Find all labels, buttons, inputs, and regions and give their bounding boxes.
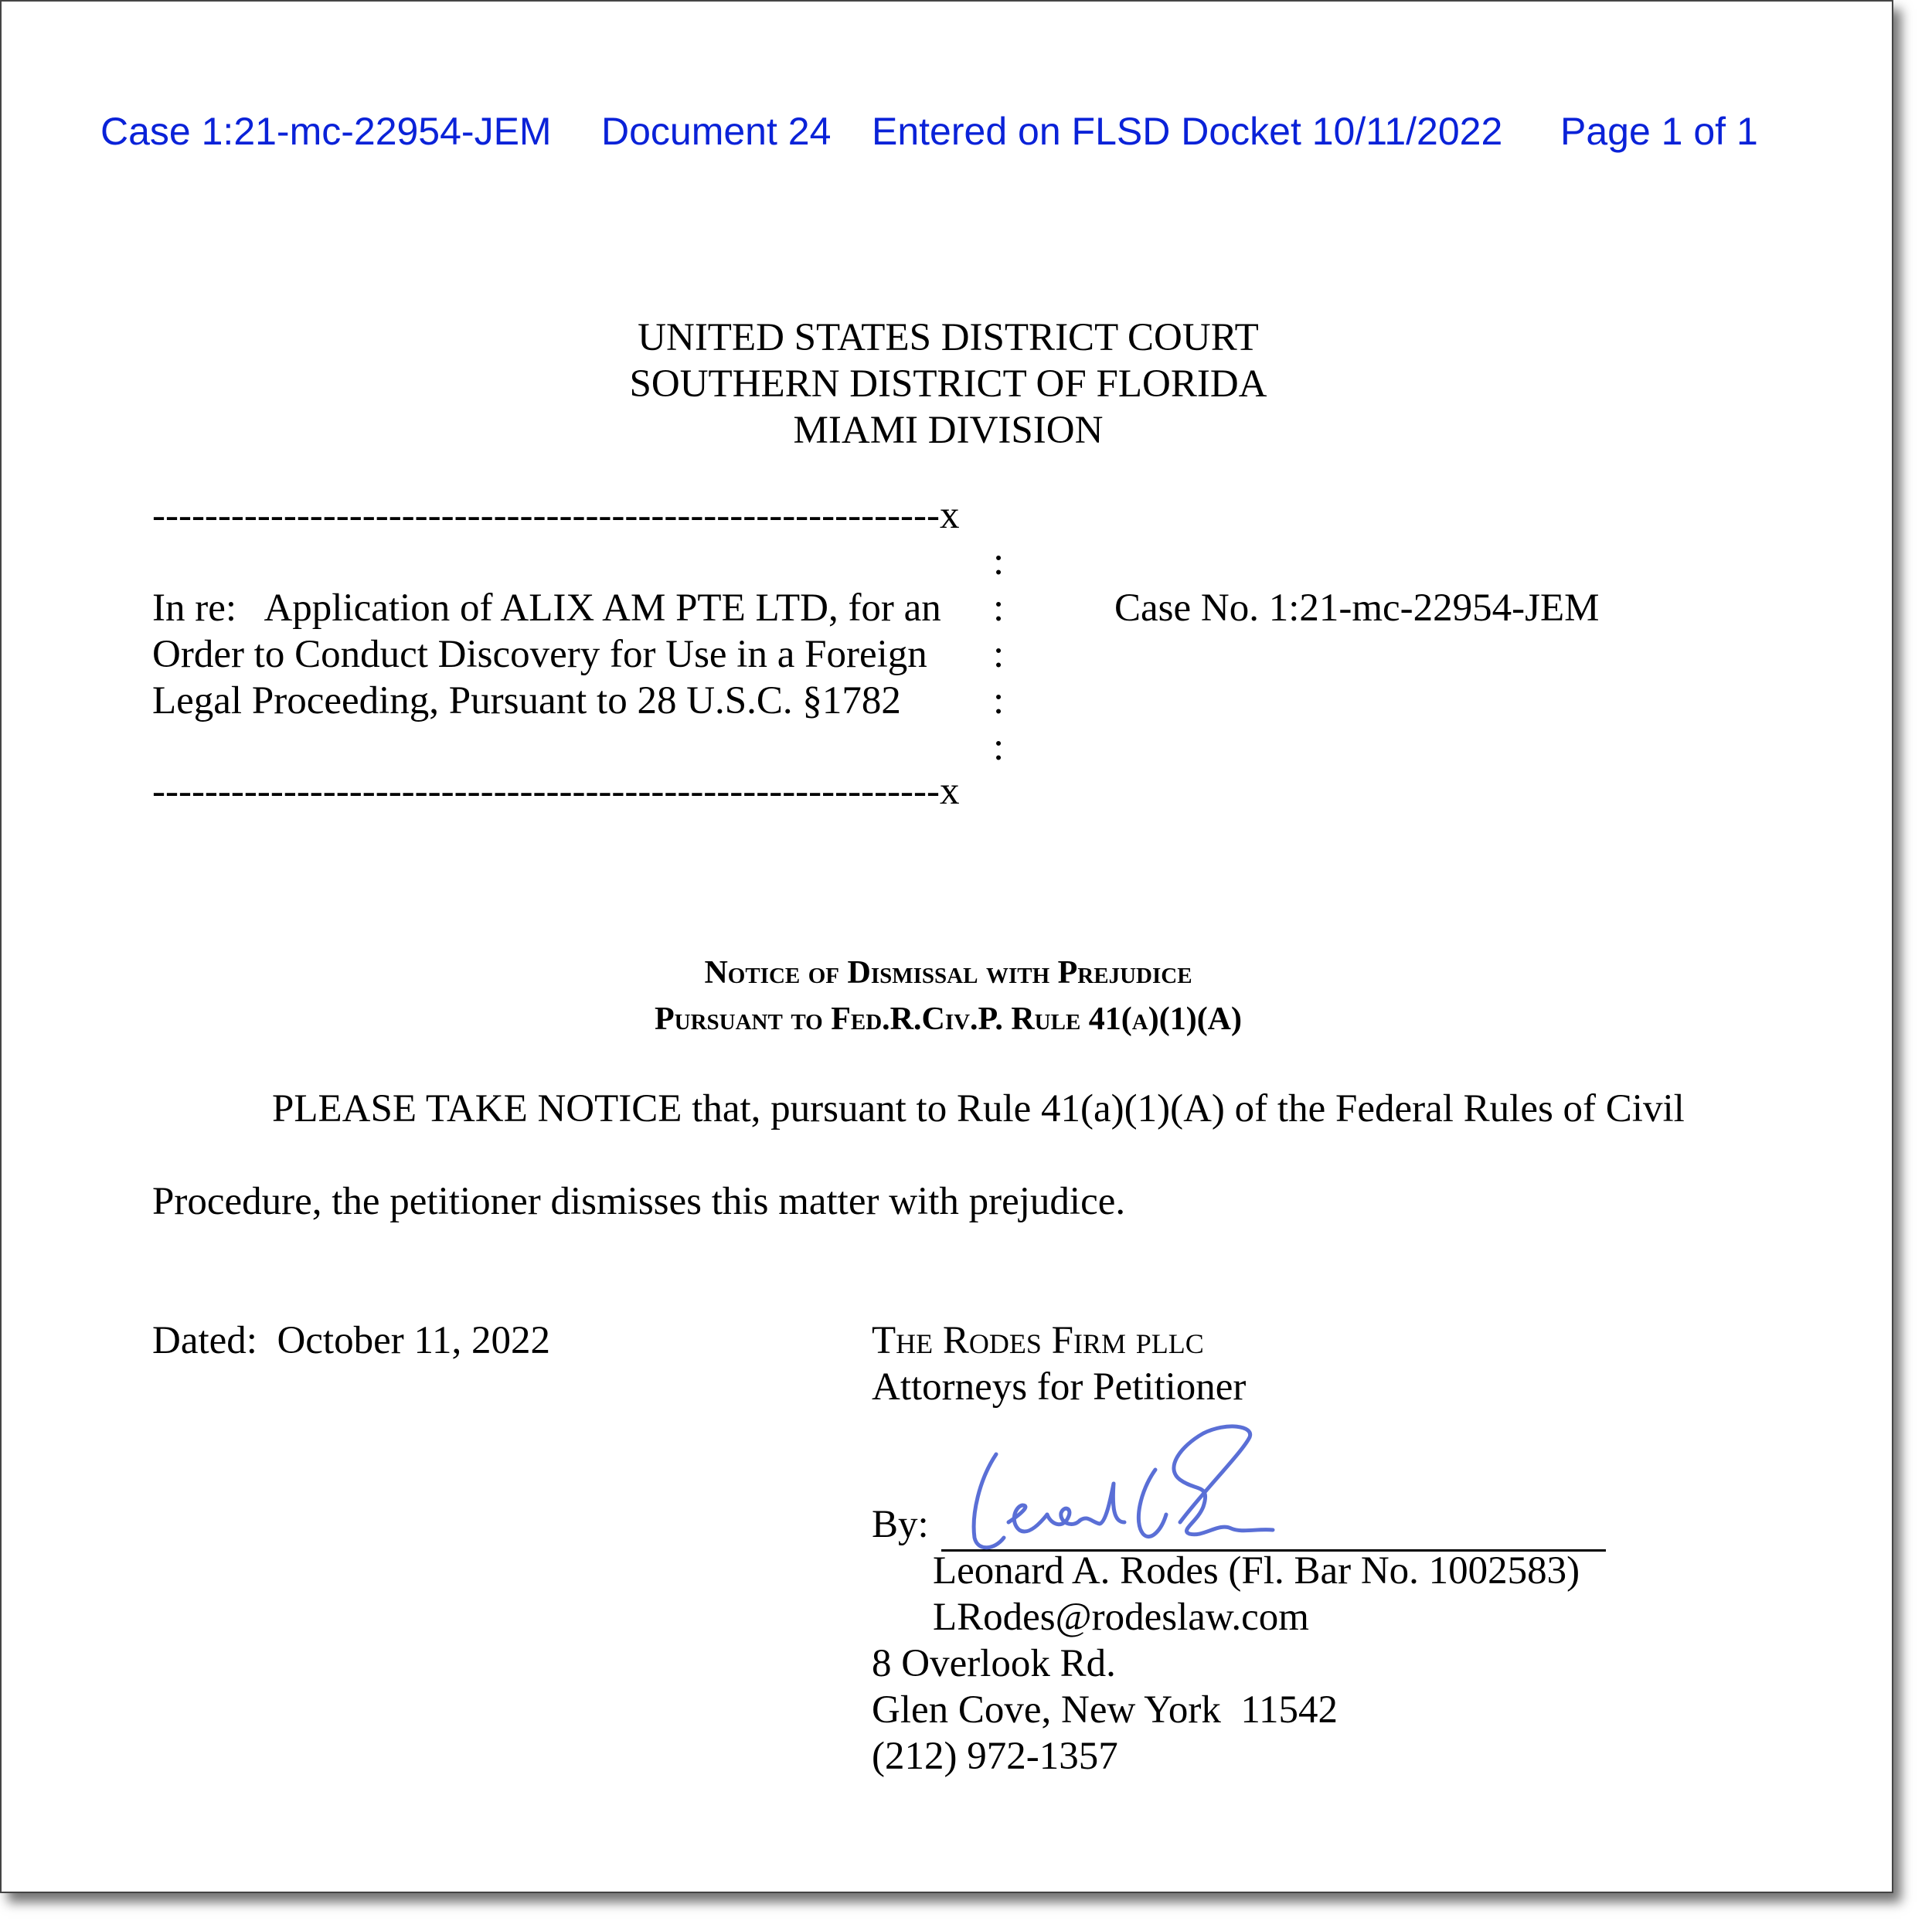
banner-case: Case 1:21-mc-22954-JEM	[100, 110, 552, 153]
case-number: Case No. 1:21-mc-22954-JEM	[1114, 586, 1600, 630]
handwritten-signature	[948, 1406, 1304, 1569]
attorney-email: LRodes@rodeslaw.com	[933, 1596, 1309, 1639]
attorney-name: Leonard A. Rodes (Fl. Bar No. 1002583)	[933, 1549, 1580, 1593]
by-label: By:	[872, 1503, 929, 1546]
court-division: MIAMI DIVISION	[793, 409, 1104, 452]
address-line-2: Glen Cove, New York 11542	[872, 1688, 1338, 1732]
caption-line-2: Order to Conduct Discovery for Use in a Foreign	[152, 633, 927, 676]
notice-subtitle: Pursuant to Fed.R.Civ.P. Rule 41(a)(1)(A)	[655, 1001, 1242, 1037]
caption-colon: :	[993, 633, 1005, 676]
court-district: SOUTHERN DISTRICT OF FLORIDA	[629, 362, 1267, 406]
dated-line: Dated: October 11, 2022	[152, 1319, 551, 1362]
caption-line-3: Legal Proceeding, Pursuant to 28 U.S.C. §1782	[152, 679, 901, 722]
banner-document: Document 24	[601, 110, 832, 153]
firm-name: The Rodes Firm pllc	[872, 1319, 1204, 1362]
caption-colon: :	[993, 540, 1005, 583]
banner-page: Page 1 of 1	[1560, 110, 1758, 153]
phone-number: (212) 972-1357	[872, 1735, 1118, 1778]
caption-colon: :	[993, 679, 1005, 722]
court-name: UNITED STATES DISTRICT COURT	[638, 316, 1259, 359]
caption-colon: :	[993, 586, 1005, 630]
banner-entered: Entered on FLSD Docket 10/11/2022	[872, 110, 1503, 153]
firm-role: Attorneys for Petitioner	[872, 1365, 1247, 1409]
caption-rule-bottom: ------------------------------------------------------------x	[152, 770, 960, 813]
caption-line-1: In re: Application of ALIX AM PTE LTD, for an	[152, 586, 941, 630]
address-line-1: 8 Overlook Rd.	[872, 1642, 1116, 1685]
body-line-2: Procedure, the petitioner dismisses this matter with prejudice.	[152, 1180, 1126, 1223]
caption-colon: :	[993, 726, 1005, 769]
body-line-1: PLEASE TAKE NOTICE that, pursuant to Rule 41(a)(1)(A) of the Federal Rules of Civil	[272, 1087, 1685, 1130]
caption-rule-top: ------------------------------------------------------------x	[152, 494, 960, 537]
notice-title: Notice of Dismissal with Prejudice	[704, 955, 1192, 991]
